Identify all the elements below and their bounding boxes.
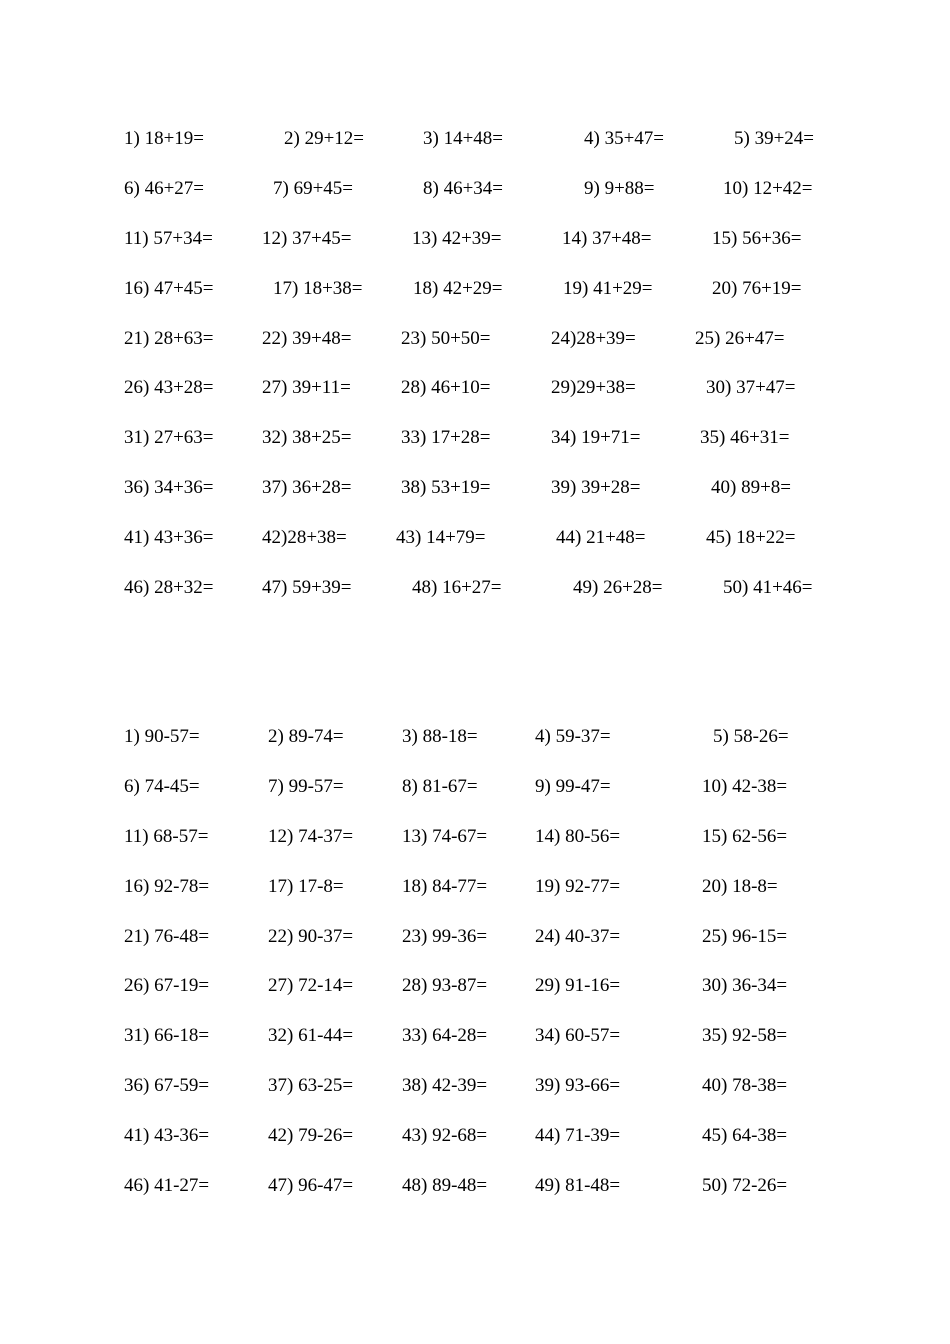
- problem-row: [0, 1023, 950, 1073]
- problem-item: 4) 35+47=: [584, 128, 665, 149]
- problem-item: 29)29+38=: [551, 377, 636, 399]
- problem-item: 26) 67-19=: [124, 975, 210, 997]
- problem-row: [0, 326, 950, 376]
- problem-item: 31) 27+63=: [124, 427, 214, 449]
- problem-item: 42)28+38=: [262, 527, 347, 549]
- problem-item: 13) 74-67=: [402, 825, 488, 847]
- problem-item: 33) 17+28=: [401, 427, 491, 449]
- problem-item: 7) 69+45=: [273, 177, 354, 199]
- problem-item: 23) 50+50=: [401, 327, 491, 349]
- problem-item: 43) 14+79=: [396, 527, 486, 549]
- problem-row: [0, 824, 950, 874]
- problem-item: 47) 59+39=: [262, 577, 352, 599]
- problem-item: 8) 81-67=: [402, 775, 478, 797]
- problem-row: [0, 475, 950, 525]
- problem-item: 29) 91-16=: [535, 975, 621, 997]
- problem-item: 11) 57+34=: [124, 227, 213, 249]
- problem-item: 23) 99-36=: [402, 925, 488, 947]
- problem-item: 10) 42-38=: [702, 775, 788, 797]
- problem-item: 46) 28+32=: [124, 577, 214, 599]
- problem-row: [0, 1073, 950, 1123]
- problem-row: [0, 425, 950, 475]
- problem-item: 32) 61-44=: [268, 1025, 354, 1047]
- problem-item: 12) 37+45=: [262, 227, 352, 249]
- problem-item: 30) 36-34=: [702, 975, 788, 997]
- problem-item: 27) 72-14=: [268, 975, 354, 997]
- problem-item: 13) 42+39=: [412, 227, 502, 249]
- problem-item: 39) 93-66=: [535, 1075, 621, 1097]
- problem-item: 26) 43+28=: [124, 377, 214, 399]
- problem-row: [0, 525, 950, 575]
- problem-item: 8) 46+34=: [423, 177, 504, 199]
- problem-item: 37) 36+28=: [262, 477, 352, 499]
- problem-item: 6) 74-45=: [124, 775, 200, 797]
- problem-row: [0, 575, 950, 625]
- problem-item: 14) 80-56=: [535, 825, 621, 847]
- problem-item: 7) 99-57=: [268, 775, 344, 797]
- problem-item: 19) 92-77=: [535, 875, 621, 897]
- problem-item: 48) 89-48=: [402, 1175, 488, 1197]
- problem-item: 18) 42+29=: [413, 277, 503, 299]
- problem-item: 14) 37+48=: [562, 227, 652, 249]
- problem-item: 19) 41+29=: [563, 277, 653, 299]
- problem-row: [0, 176, 950, 226]
- problem-item: 44) 71-39=: [535, 1125, 621, 1147]
- problem-item: 47) 96-47=: [268, 1175, 354, 1197]
- problem-item: 46) 41-27=: [124, 1175, 210, 1197]
- problem-row: [0, 126, 950, 176]
- problem-item: 20) 76+19=: [712, 277, 802, 299]
- problem-item: 32) 38+25=: [262, 427, 352, 449]
- problem-item: 5) 39+24=: [734, 128, 815, 149]
- problem-item: 41) 43+36=: [124, 527, 214, 549]
- problem-item: 4) 59-37=: [535, 726, 611, 747]
- problem-item: 35) 46+31=: [700, 427, 790, 449]
- problem-item: 15) 62-56=: [702, 825, 788, 847]
- problem-item: 17) 18+38=: [273, 277, 363, 299]
- problem-row: [0, 724, 950, 774]
- problem-item: 5) 58-26=: [713, 726, 789, 747]
- problem-item: 27) 39+11=: [262, 377, 351, 399]
- problem-row: [0, 226, 950, 276]
- problem-item: 48) 16+27=: [412, 577, 502, 599]
- problem-item: 28) 46+10=: [401, 377, 491, 399]
- problem-item: 3) 88-18=: [402, 726, 478, 747]
- problem-item: 44) 21+48=: [556, 527, 646, 549]
- problem-item: 34) 60-57=: [535, 1025, 621, 1047]
- problem-item: 9) 99-47=: [535, 775, 611, 797]
- problem-item: 45) 18+22=: [706, 527, 796, 549]
- problem-item: 1) 18+19=: [124, 128, 205, 149]
- problem-item: 3) 14+48=: [423, 128, 504, 149]
- problem-item: 49) 26+28=: [573, 577, 663, 599]
- problem-row: [0, 874, 950, 924]
- problem-item: 43) 92-68=: [402, 1125, 488, 1147]
- problem-item: 39) 39+28=: [551, 477, 641, 499]
- subtraction-problems: [0, 724, 950, 1223]
- problem-item: 18) 84-77=: [402, 875, 488, 897]
- problem-item: 24) 40-37=: [535, 925, 621, 947]
- problem-item: 36) 67-59=: [124, 1075, 210, 1097]
- problem-item: 31) 66-18=: [124, 1025, 210, 1047]
- problem-item: 30) 37+47=: [706, 377, 796, 399]
- problem-item: 40) 78-38=: [702, 1075, 788, 1097]
- problem-item: 10) 12+42=: [723, 177, 813, 199]
- problem-item: 50) 41+46=: [723, 577, 813, 599]
- problem-item: 11) 68-57=: [124, 825, 209, 847]
- problem-item: 22) 39+48=: [262, 327, 352, 349]
- problem-row: [0, 1173, 950, 1223]
- problem-item: 24)28+39=: [551, 327, 636, 349]
- problem-item: 45) 64-38=: [702, 1125, 788, 1147]
- problem-item: 20) 18-8=: [702, 875, 778, 897]
- problem-item: 21) 28+63=: [124, 327, 214, 349]
- problem-item: 25) 26+47=: [695, 327, 785, 349]
- problem-row: [0, 774, 950, 824]
- problem-item: 42) 79-26=: [268, 1125, 354, 1147]
- problem-item: 38) 53+19=: [401, 477, 491, 499]
- problem-row: [0, 276, 950, 326]
- problem-item: 2) 29+12=: [284, 128, 365, 149]
- problem-item: 12) 74-37=: [268, 825, 354, 847]
- problem-item: 22) 90-37=: [268, 925, 354, 947]
- problem-item: 21) 76-48=: [124, 925, 210, 947]
- problem-item: 38) 42-39=: [402, 1075, 488, 1097]
- problem-item: 25) 96-15=: [702, 925, 788, 947]
- problem-item: 9) 9+88=: [584, 177, 655, 199]
- problem-item: 15) 56+36=: [712, 227, 802, 249]
- problem-item: 2) 89-74=: [268, 726, 344, 747]
- problem-row: [0, 924, 950, 974]
- problem-item: 28) 93-87=: [402, 975, 488, 997]
- problem-item: 49) 81-48=: [535, 1175, 621, 1197]
- problem-item: 17) 17-8=: [268, 875, 344, 897]
- problem-item: 35) 92-58=: [702, 1025, 788, 1047]
- addition-problems: [0, 126, 950, 625]
- problem-item: 6) 46+27=: [124, 177, 205, 199]
- problem-item: 41) 43-36=: [124, 1125, 210, 1147]
- problem-item: 40) 89+8=: [711, 477, 792, 499]
- problem-item: 16) 92-78=: [124, 875, 210, 897]
- problem-item: 16) 47+45=: [124, 277, 214, 299]
- problem-row: [0, 973, 950, 1023]
- problem-item: 1) 90-57=: [124, 726, 200, 747]
- problem-item: 50) 72-26=: [702, 1175, 788, 1197]
- problem-item: 34) 19+71=: [551, 427, 641, 449]
- problem-row: [0, 375, 950, 425]
- problem-item: 33) 64-28=: [402, 1025, 488, 1047]
- problem-item: 36) 34+36=: [124, 477, 214, 499]
- problem-row: [0, 1123, 950, 1173]
- problem-item: 37) 63-25=: [268, 1075, 354, 1097]
